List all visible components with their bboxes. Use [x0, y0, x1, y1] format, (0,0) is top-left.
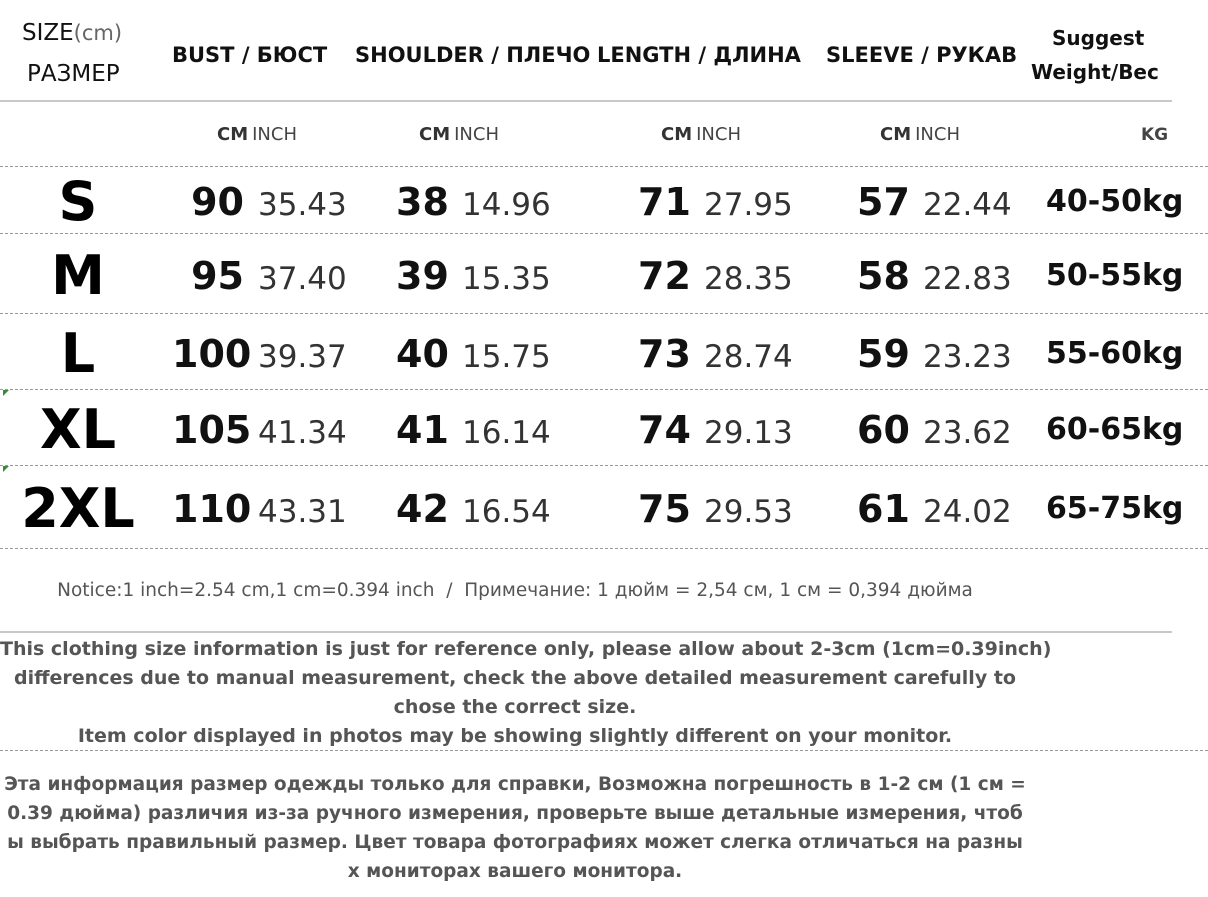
size-label: XL: [39, 398, 117, 461]
length-cell: [638, 395, 793, 473]
cm-unit: CM: [217, 124, 249, 145]
weight-header: Weight/Bec: [1031, 60, 1159, 84]
bust-inch: 39.37: [258, 339, 347, 375]
bust-cell: [172, 241, 347, 319]
sleeve-inch: 22.44: [923, 187, 1012, 223]
bust-cell: [172, 474, 347, 552]
length-cell: [638, 241, 793, 319]
weight-cell: 60-65kg: [1046, 412, 1184, 447]
kg-unit: KG: [1141, 125, 1169, 145]
table-row: [0, 474, 1208, 544]
row-divider: [0, 389, 1208, 390]
length-inch: 28.35: [704, 261, 793, 297]
sleeve-inch: 24.02: [923, 494, 1012, 530]
bust-cm: 90: [191, 180, 244, 224]
shoulder-cm: 41: [396, 408, 449, 452]
length-cm: 71: [638, 180, 691, 224]
length-cell: [638, 319, 793, 397]
bust-cm: 110: [172, 487, 252, 531]
notice-divider: [0, 631, 1172, 633]
row-divider: [0, 233, 1208, 234]
length-cell: [638, 474, 793, 552]
weight-cell: 50-55kg: [1046, 258, 1184, 293]
size-label: 2XL: [21, 477, 135, 540]
shoulder-units: [419, 124, 499, 145]
shoulder-cm: 42: [396, 487, 449, 531]
corner-mark: [3, 466, 9, 472]
sleeve-cell: [857, 395, 1012, 473]
size-header-ru: РАЗМЕР: [27, 61, 120, 87]
shoulder-cell: [396, 319, 551, 397]
bust-cm: 95: [191, 254, 244, 298]
inch-unit: INCH: [696, 124, 742, 145]
table-row: [0, 395, 1208, 465]
length-cm: 74: [638, 408, 691, 452]
size-header: [22, 20, 122, 46]
length-inch: 28.74: [704, 339, 793, 375]
inch-unit: INCH: [252, 124, 298, 145]
russian-note-line: ы выбрать правильный размер. Цвет товара фотографиях может слегка отличаться на разны: [7, 832, 1023, 853]
row-divider: [0, 465, 1208, 466]
size-label: L: [60, 322, 96, 385]
sleeve-cm: 59: [857, 332, 910, 376]
header-divider: [0, 100, 1172, 102]
sleeve-cell: [857, 474, 1012, 552]
conversion-notice: Notice:1 inch=2.54 cm,1 cm=0.394 inch / Примечание: 1 дюйм = 2,54 см, 1 см = 0,394 дюйма: [57, 580, 973, 601]
sleeve-cell: [857, 319, 1012, 397]
length-inch: 27.95: [704, 187, 793, 223]
weight-cell: 55-60kg: [1046, 336, 1184, 371]
sleeve-header: SLEEVE / РУКАВ: [826, 43, 1018, 67]
shoulder-inch: 16.14: [462, 415, 551, 451]
english-note-line: Item color displayed in photos may be showing slightly different on your monitor.: [77, 725, 953, 747]
russian-note-line: Эта информация размер одежды только для справки, Возможна погрешность в 1-2 см (1 см =: [4, 774, 1026, 795]
sleeve-inch: 23.23: [923, 339, 1012, 375]
shoulder-cell: [396, 474, 551, 552]
shoulder-inch: 16.54: [462, 494, 551, 530]
bust-header: BUST / БЮСТ: [172, 43, 328, 67]
length-inch: 29.13: [704, 415, 793, 451]
bust-units: [217, 124, 297, 145]
table-row: [0, 167, 1208, 237]
size-header-label: SIZE: [22, 20, 74, 46]
bust-inch: 37.40: [258, 261, 347, 297]
shoulder-cm: 40: [396, 332, 449, 376]
cm-unit: CM: [661, 124, 693, 145]
row-divider: [0, 313, 1208, 314]
english-note-line: This clothing size information is just for reference only, please allow about 2-3cm (1cm=0.39inch): [0, 638, 1052, 660]
bust-cm: 100: [172, 332, 252, 376]
table-row: [0, 319, 1208, 389]
sleeve-cm: 58: [857, 254, 910, 298]
size-label: M: [51, 244, 105, 307]
length-inch: 29.53: [704, 494, 793, 530]
russian-note: [0, 770, 1030, 886]
length-header: LENGTH / ДЛИНА: [597, 43, 801, 67]
sleeve-cm: 61: [857, 487, 910, 531]
note-divider: [0, 750, 1208, 751]
shoulder-cm: 39: [396, 254, 449, 298]
weight-cell: 65-75kg: [1046, 491, 1184, 526]
shoulder-cell: [396, 395, 551, 473]
english-note-line: differences due to manual measurement, check the above detailed measurement carefully to: [14, 667, 1016, 689]
russian-note-line: 0.39 дюйма) различия из-за ручного измерения, проверьте выше детальные измерения, чтоб: [7, 803, 1023, 824]
english-note: [0, 635, 1052, 751]
shoulder-cm: 38: [396, 180, 449, 224]
bust-cm: 105: [172, 408, 252, 452]
russian-note-line: х мониторах вашего монитора.: [347, 861, 683, 882]
shoulder-inch: 14.96: [462, 187, 551, 223]
sleeve-cm: 57: [857, 180, 910, 224]
bust-cell: [172, 395, 347, 473]
bust-inch: 35.43: [258, 187, 347, 223]
length-cm: 72: [638, 254, 691, 298]
cm-unit: CM: [419, 124, 451, 145]
length-units: [661, 124, 741, 145]
shoulder-inch: 15.75: [462, 339, 551, 375]
length-cm: 73: [638, 332, 691, 376]
sleeve-cell: [857, 241, 1012, 319]
bust-inch: 41.34: [258, 415, 347, 451]
shoulder-cell: [396, 241, 551, 319]
inch-unit: INCH: [454, 124, 500, 145]
bust-cell: [172, 319, 347, 397]
shoulder-header: SHOULDER / ПЛЕЧО: [355, 43, 591, 67]
sleeve-units: [880, 124, 960, 145]
cm-unit: CM: [880, 124, 912, 145]
suggest-header: Suggest: [1052, 26, 1145, 50]
shoulder-inch: 15.35: [462, 261, 551, 297]
inch-unit: INCH: [915, 124, 961, 145]
size-header-unit: (cm): [73, 21, 123, 45]
length-cm: 75: [638, 487, 691, 531]
sleeve-cm: 60: [857, 408, 910, 452]
table-row: [0, 241, 1208, 311]
size-label: S: [58, 170, 98, 233]
sleeve-inch: 23.62: [923, 415, 1012, 451]
row-divider: [0, 548, 1208, 549]
sleeve-inch: 22.83: [923, 261, 1012, 297]
weight-cell: 40-50kg: [1046, 184, 1184, 219]
bust-inch: 43.31: [258, 494, 347, 530]
english-note-line: chose the correct size.: [393, 696, 637, 718]
